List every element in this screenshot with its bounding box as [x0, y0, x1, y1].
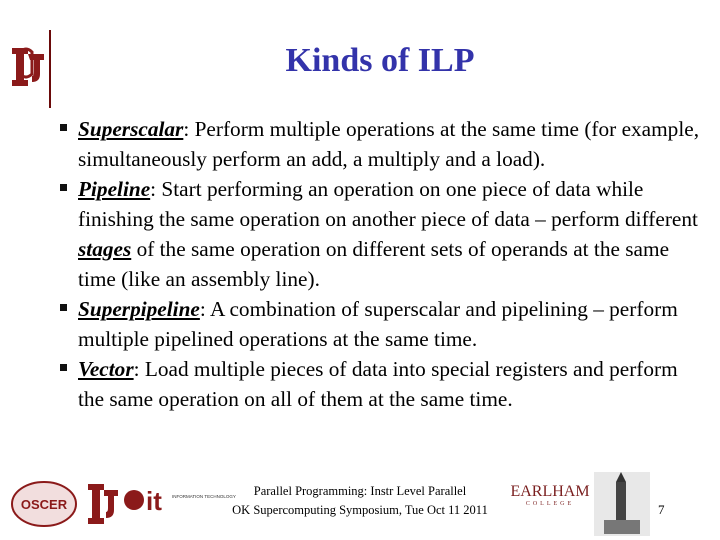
bullet-text	[78, 114, 700, 174]
bullet-emphasis: stages	[78, 237, 132, 261]
bullet-item	[60, 354, 700, 414]
ou-footer-logo-icon	[88, 484, 118, 524]
bullet-term: Superpipeline	[78, 297, 200, 321]
tower-logo-icon	[594, 472, 650, 536]
bullet-term: Superscalar	[78, 117, 184, 141]
bullet-text	[78, 294, 700, 354]
footer-line-2: OK Supercomputing Symposium, Tue Oct 11 2011	[232, 503, 488, 517]
bullet-body: : Load multiple pieces of data into special registers and perform the same operation on all of them at the same time.	[78, 357, 678, 411]
svg-text:EARLHAM: EARLHAM	[510, 483, 590, 500]
bullet-term: Vector	[78, 357, 134, 381]
bullet-item	[60, 174, 700, 294]
bullet-square-icon	[60, 304, 67, 311]
svg-text:INFORMATION TECHNOLOGY: INFORMATION TECHNOLOGY	[172, 494, 236, 499]
footer-text	[210, 482, 510, 520]
oscer-logo-icon	[12, 482, 76, 526]
bullet-body-end: of the same operation on different sets of operands at the same time (like an assembly line).	[78, 237, 670, 291]
bullet-square-icon	[60, 184, 67, 191]
bullet-body: : A combination of superscalar and pipelining – perform multiple pipelined operations at the same time.	[78, 297, 678, 351]
bullet-text	[78, 174, 700, 294]
bullet-term: Pipeline	[78, 177, 151, 201]
bullet-body: : Start performing an operation on one piece of data while finishing the same operation on another piece of data – perform different	[78, 177, 698, 231]
page-number: 7	[658, 502, 665, 517]
ou-logo-icon	[8, 44, 48, 90]
footer-line-1: Parallel Programming: Instr Level Parallel	[253, 484, 467, 498]
svg-text:OSCER: OSCER	[20, 497, 68, 512]
svg-text:COLLEGE: COLLEGE	[525, 501, 575, 507]
earlham-logo-icon	[510, 478, 590, 508]
svg-text:it: it	[146, 486, 162, 516]
bullet-square-icon	[60, 364, 67, 371]
bullet-body: : Perform multiple operations at the same time (for example, simultaneously perform an add, a multiply and a load).	[78, 117, 700, 171]
bullet-item	[60, 294, 700, 354]
bullet-text	[78, 354, 700, 414]
bullet-list	[60, 114, 700, 414]
bullet-square-icon	[60, 124, 67, 131]
bullet-item	[60, 114, 700, 174]
slide-title: Kinds of ILP	[285, 42, 475, 79]
title-divider	[49, 30, 51, 108]
footer-logos	[6, 474, 236, 534]
